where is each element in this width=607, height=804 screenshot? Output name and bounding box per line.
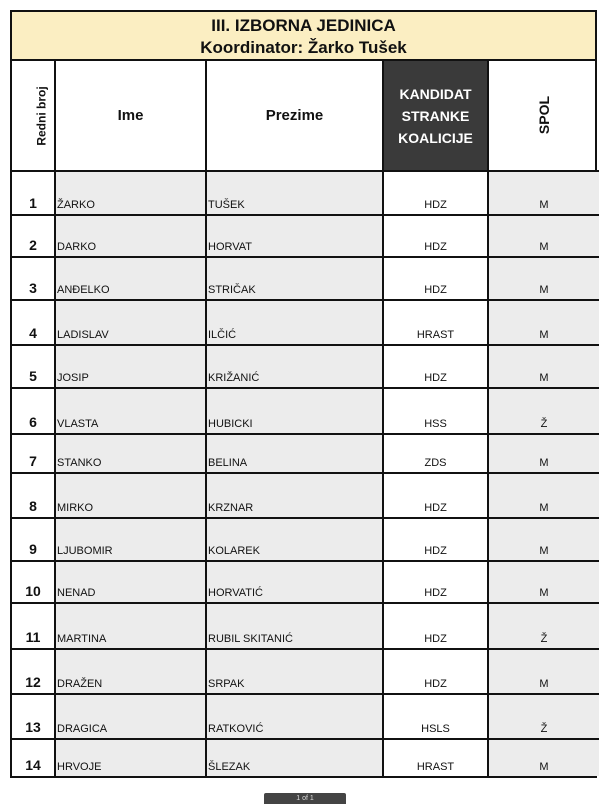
row-ime: MIRKO <box>55 473 206 518</box>
row-prezime: RATKOVIĆ <box>206 694 383 739</box>
row-stranka: HDZ <box>383 561 488 603</box>
title-line-2: Koordinator: Žarko Tušek <box>200 38 407 57</box>
row-ime: DRAŽEN <box>55 649 206 694</box>
row-ime: NENAD <box>55 561 206 603</box>
table-row <box>12 171 599 215</box>
row-stranka: HSS <box>383 388 488 434</box>
row-prezime: TUŠEK <box>206 171 383 215</box>
row-ime: LJUBOMIR <box>55 518 206 561</box>
row-spol: M <box>488 215 599 257</box>
row-prezime: ŠLEZAK <box>206 739 383 776</box>
row-stranka: HDZ <box>383 171 488 215</box>
table-body <box>12 171 599 776</box>
candidate-list-sheet <box>10 10 597 778</box>
row-prezime: KOLAREK <box>206 518 383 561</box>
table-row <box>12 518 599 561</box>
row-ime: VLASTA <box>55 388 206 434</box>
row-number: 5 <box>12 345 55 388</box>
title-line-1: III. IZBORNA JEDINICA <box>211 16 396 35</box>
row-prezime: HUBICKI <box>206 388 383 434</box>
table-row <box>12 694 599 739</box>
table-row <box>12 561 599 603</box>
row-spol: M <box>488 739 599 776</box>
row-stranka: HDZ <box>383 649 488 694</box>
row-spol: M <box>488 171 599 215</box>
row-number: 4 <box>12 300 55 345</box>
row-spol: M <box>488 257 599 300</box>
row-prezime: ILČIĆ <box>206 300 383 345</box>
row-number: 1 <box>12 171 55 215</box>
table-row <box>12 345 599 388</box>
row-prezime: BELINA <box>206 434 383 473</box>
row-spol: M <box>488 473 599 518</box>
row-ime: STANKO <box>55 434 206 473</box>
row-spol: M <box>488 300 599 345</box>
row-spol: Ž <box>488 388 599 434</box>
row-number: 11 <box>12 603 55 649</box>
row-number: 14 <box>12 739 55 776</box>
candidate-table <box>12 61 599 776</box>
table-row <box>12 215 599 257</box>
row-spol: Ž <box>488 694 599 739</box>
row-ime: ŽARKO <box>55 171 206 215</box>
row-number: 13 <box>12 694 55 739</box>
table-row <box>12 300 599 345</box>
table-row <box>12 257 599 300</box>
row-number: 7 <box>12 434 55 473</box>
row-number: 3 <box>12 257 55 300</box>
row-spol: M <box>488 561 599 603</box>
row-stranka: HRAST <box>383 739 488 776</box>
row-prezime: HORVAT <box>206 215 383 257</box>
row-number: 9 <box>12 518 55 561</box>
row-number: 6 <box>12 388 55 434</box>
table-header-row <box>12 61 599 171</box>
row-spol: M <box>488 434 599 473</box>
header-spol: SPOL <box>488 61 599 171</box>
row-ime: JOSIP <box>55 345 206 388</box>
row-number: 8 <box>12 473 55 518</box>
row-spol: M <box>488 518 599 561</box>
row-prezime: SRPAK <box>206 649 383 694</box>
row-stranka: HDZ <box>383 603 488 649</box>
row-prezime: KRIŽANIĆ <box>206 345 383 388</box>
row-ime: DARKO <box>55 215 206 257</box>
row-stranka: HDZ <box>383 473 488 518</box>
header-kandidat: KANDIDAT STRANKE KOALICIJE <box>383 61 488 171</box>
row-number: 2 <box>12 215 55 257</box>
row-stranka: HDZ <box>383 345 488 388</box>
row-ime: ANĐELKO <box>55 257 206 300</box>
table-row <box>12 473 599 518</box>
row-stranka: HSLS <box>383 694 488 739</box>
row-prezime: KRZNAR <box>206 473 383 518</box>
row-ime: DRAGICA <box>55 694 206 739</box>
header-prezime: Prezime <box>206 61 383 171</box>
row-ime: LADISLAV <box>55 300 206 345</box>
title-box <box>12 10 595 61</box>
header-redni-broj: Redni broj <box>12 61 55 171</box>
table-row <box>12 649 599 694</box>
row-spol: M <box>488 649 599 694</box>
table-row <box>12 388 599 434</box>
row-ime: MARTINA <box>55 603 206 649</box>
table-row <box>12 739 599 776</box>
row-prezime: HORVATIĆ <box>206 561 383 603</box>
row-stranka: HDZ <box>383 257 488 300</box>
row-spol: M <box>488 345 599 388</box>
row-number: 10 <box>12 561 55 603</box>
row-spol: Ž <box>488 603 599 649</box>
row-stranka: ZDS <box>383 434 488 473</box>
row-prezime: RUBIL SKITANIĆ <box>206 603 383 649</box>
row-ime: HRVOJE <box>55 739 206 776</box>
row-stranka: HDZ <box>383 215 488 257</box>
row-stranka: HDZ <box>383 518 488 561</box>
page-indicator: 1 of 1 <box>264 793 346 804</box>
row-stranka: HRAST <box>383 300 488 345</box>
header-ime: Ime <box>55 61 206 171</box>
row-prezime: STRIČAK <box>206 257 383 300</box>
table-row <box>12 434 599 473</box>
table-row <box>12 603 599 649</box>
row-number: 12 <box>12 649 55 694</box>
